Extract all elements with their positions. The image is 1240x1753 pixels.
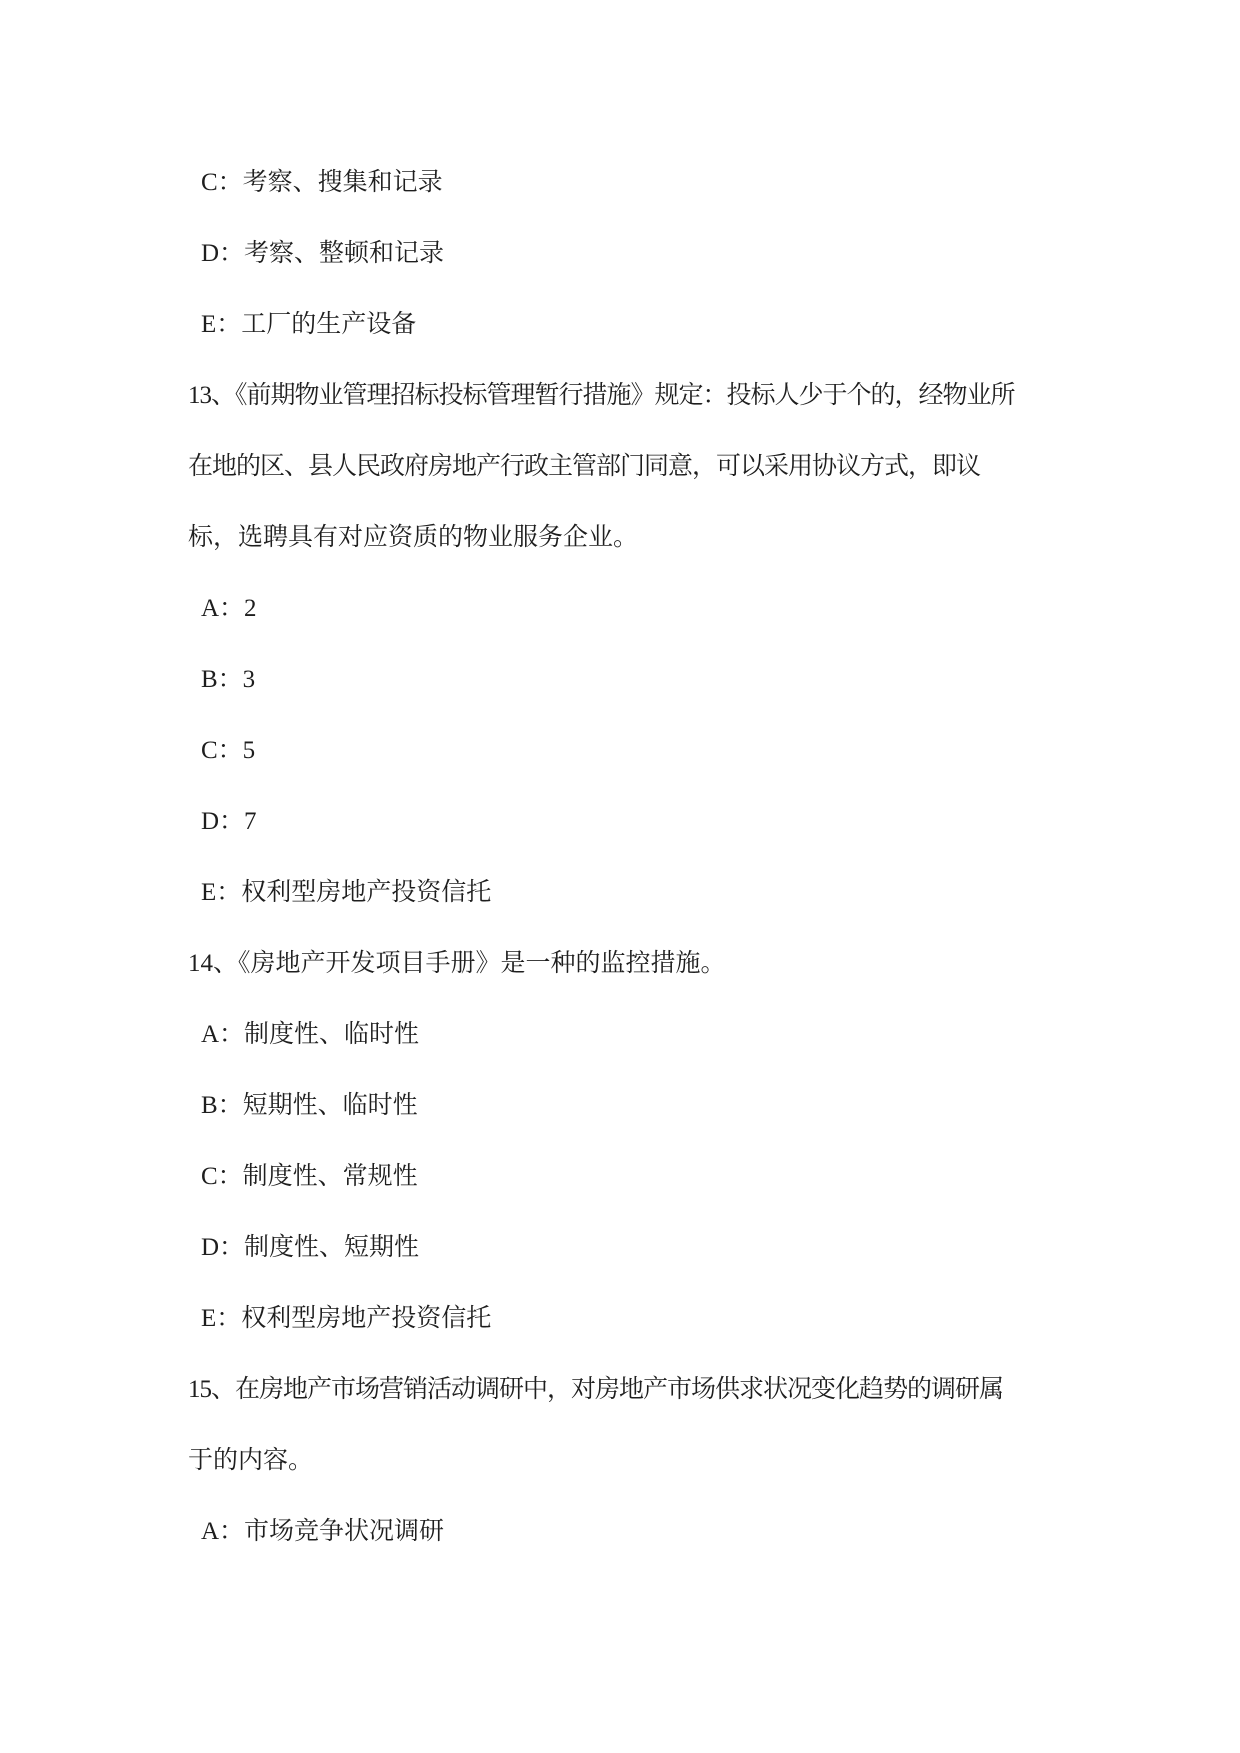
- question-15-stem-line-1: 15、在房地产市场营销活动调研中，对房地产市场供求状况变化趋势的调研属: [188, 1376, 1004, 1403]
- question-14-option-a: A：制度性、临时性: [201, 1021, 420, 1048]
- question-13-option-e: E：权利型房地产投资信托: [201, 879, 492, 906]
- question-14-option-d: D：制度性、短期性: [201, 1234, 420, 1261]
- question-15-option-a: A：市场竞争状况调研: [201, 1518, 445, 1545]
- question-12-option-e: E：工厂的生产设备: [201, 311, 417, 338]
- question-14-option-c: C：制度性、常规性: [201, 1163, 418, 1190]
- question-12-option-d: D：考察、整顿和记录: [201, 240, 445, 267]
- question-13-option-c: C：5: [201, 737, 256, 764]
- question-13-option-a: A：2: [201, 595, 257, 622]
- question-13-stem-line-1: 13、《前期物业管理招标投标管理暂行措施》规定：投标人少于个的，经物业所: [188, 382, 1015, 409]
- question-13-stem-line-3: 标，选聘具有对应资质的物业服务企业。: [188, 524, 639, 551]
- question-12-option-c: C：考察、搜集和记录: [201, 169, 443, 196]
- question-13-option-b: B：3: [201, 666, 256, 693]
- question-14-stem: 14、《房地产开发项目手册》是一种的监控措施。: [188, 950, 726, 977]
- question-13-option-d: D：7: [201, 808, 257, 835]
- question-14-option-e: E：权利型房地产投资信托: [201, 1305, 492, 1332]
- question-14-option-b: B：短期性、临时性: [201, 1092, 418, 1119]
- question-13-stem-line-2: 在地的区、县人民政府房地产行政主管部门同意，可以采用协议方式，即议: [188, 453, 981, 480]
- exam-text-block: [0, 147, 1240, 1567]
- question-15-stem-line-2: 于的内容。: [188, 1447, 314, 1474]
